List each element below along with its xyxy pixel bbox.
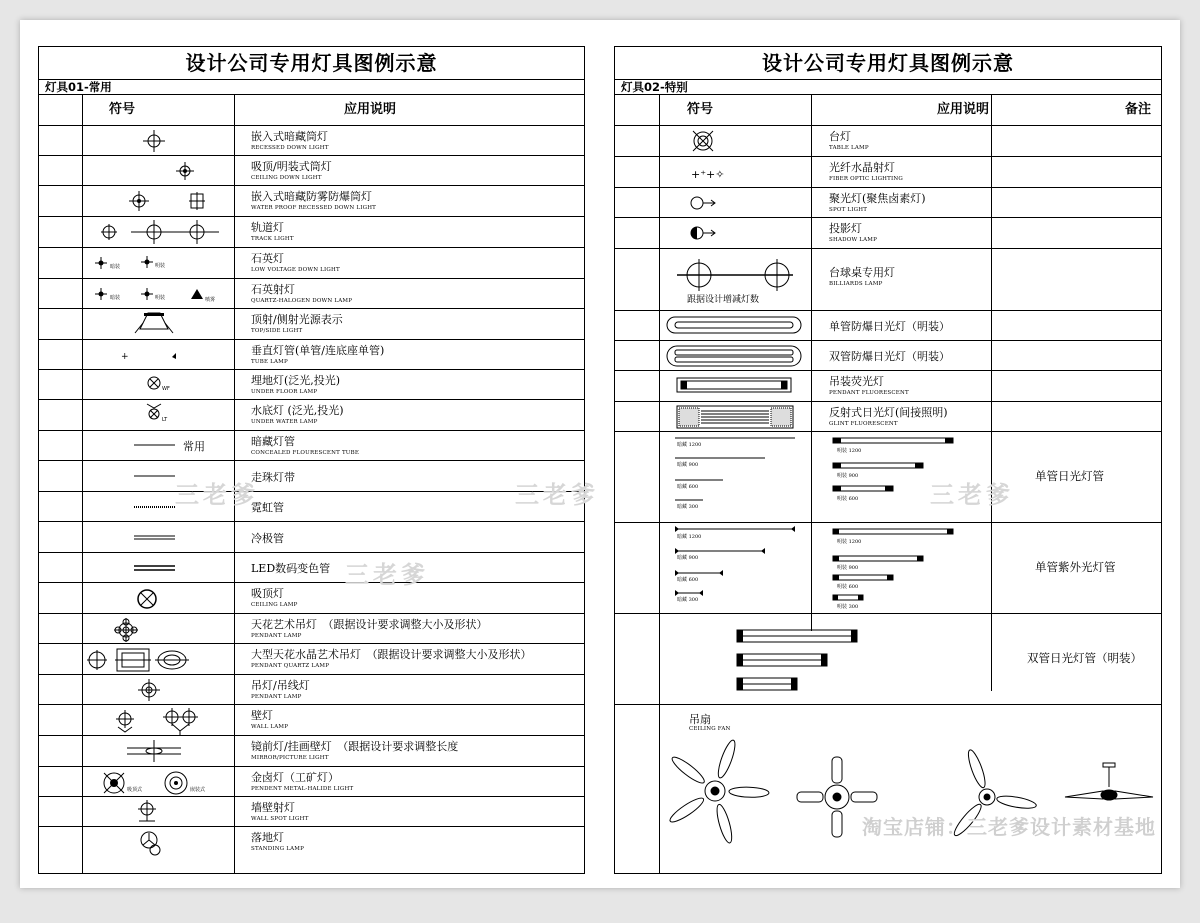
- lamp-name: 台球桌专用灯: [829, 266, 895, 279]
- wall-spot-icon: [39, 797, 234, 827]
- lamp-name: 台灯: [829, 130, 851, 143]
- lamp-name-en: PENDANT LAMP: [251, 633, 302, 639]
- bright-size: 明装 600: [837, 496, 859, 502]
- bright-size: 明装 900: [837, 473, 859, 479]
- waterproof-downlight-icon: [39, 186, 234, 217]
- lamp-name-en: UNDER WATER LAMP: [251, 419, 318, 425]
- standing-lamp-icon: [39, 827, 234, 858]
- svg-text:明装: 明装: [155, 295, 166, 301]
- lamp-name-en: TRACK LIGHT: [251, 236, 294, 242]
- watermark: 三老爹: [345, 561, 429, 589]
- quartz-spotlight-icon: [39, 279, 234, 309]
- lamp-name: 吊装荧光灯: [829, 375, 884, 388]
- single-tube-section: [615, 432, 1161, 523]
- svg-text:嵌装式: 嵌装式: [190, 787, 206, 793]
- lamp-name: 嵌入式暗藏筒灯: [251, 130, 328, 143]
- art-pendant-icon: [39, 614, 234, 644]
- right-divider-a: [659, 94, 660, 873]
- lamp-name: 落地灯: [251, 831, 284, 844]
- lamp-name-en: WATER PROOF RECESSED DOWN LIGHT: [251, 205, 377, 211]
- watermark: 三老爹: [515, 481, 599, 509]
- lamp-name: 镜前灯/挂画壁灯 （跟据设计要求调整长度: [251, 740, 459, 753]
- lamp-name: 垂直灯管(单管/连底座单管): [251, 344, 385, 357]
- wall-lamp-icon: [39, 705, 234, 736]
- crystal-pendant-icon: [39, 644, 234, 675]
- left-rows: [39, 126, 584, 858]
- document-sheet: [20, 20, 1180, 888]
- lamp-name: 埋地灯(泛光,投光): [251, 374, 341, 387]
- lamp-name-en: PENDANT LAMP: [251, 694, 302, 700]
- uv-tube-note: 单管紫外光灯管: [1035, 560, 1116, 574]
- svg-text:吸顶式: 吸顶式: [127, 787, 143, 793]
- left-divider-a: [82, 94, 83, 873]
- quartz-lamp-icon: [39, 248, 234, 279]
- svg-text:WF: WF: [162, 386, 170, 392]
- lamp-name: 石英灯: [251, 252, 284, 265]
- lamp-name: 吸顶灯: [251, 587, 284, 600]
- lamp-name: 石英射灯: [251, 283, 295, 296]
- svg-text:暗装: 暗装: [110, 295, 121, 301]
- left-table-header: [39, 95, 584, 126]
- bright-size: 明装 900: [837, 565, 859, 571]
- lamp-name-en: WALL SPOT LIGHT: [251, 816, 309, 822]
- single-tube-note: 单管日光灯管: [1035, 469, 1104, 483]
- right-symbol-header: 符号: [687, 102, 714, 117]
- table-row: [615, 249, 1161, 311]
- table-row: [39, 279, 584, 309]
- lamp-name: 暗藏灯管: [251, 435, 295, 448]
- table-row: [39, 186, 584, 217]
- cold-cathode-icon: [39, 522, 234, 553]
- table-row: [39, 522, 584, 553]
- table-row: [39, 461, 584, 492]
- table-row: [615, 188, 1161, 218]
- lamp-name: 水底灯 (泛光,投光): [251, 404, 344, 417]
- double-explosion-proof-icon: [615, 341, 811, 371]
- recessed-downlight-icon: [39, 126, 234, 156]
- lamp-name: LED数码变色管: [251, 562, 331, 575]
- table-row: [39, 248, 584, 279]
- lamp-name: 壁灯: [251, 709, 273, 722]
- single-explosion-proof-icon: [615, 311, 811, 341]
- table-row: [615, 311, 1161, 341]
- bright-size: 明装 1200: [837, 539, 862, 545]
- svg-text:+⁺+✧: +⁺+✧: [691, 168, 725, 181]
- table-row: [39, 553, 584, 583]
- left-title: 设计公司专用灯具图例示意: [39, 47, 584, 80]
- lamp-name: 轨道灯: [251, 221, 284, 234]
- lamp-name-en: STANDING LAMP: [251, 846, 305, 852]
- table-row: [39, 156, 584, 186]
- left-symbol-header: 符号: [109, 102, 136, 117]
- dark-size: 暗藏 1200: [677, 534, 702, 540]
- table-row: [39, 126, 584, 156]
- watermark: 三老爹: [175, 481, 259, 509]
- dark-size: 暗藏 300: [677, 597, 699, 603]
- lamp-name-en: UNDER FLOOR LAMP: [251, 389, 318, 395]
- underfloor-lamp-icon: [39, 370, 234, 400]
- right-divider-b: [811, 94, 812, 631]
- right-subtitle: 灯具02-特别: [615, 80, 1161, 95]
- table-row: [615, 126, 1161, 157]
- table-row: [615, 402, 1161, 432]
- spot-light-icon: [615, 188, 811, 218]
- lamp-name-en: SHADOW LAMP: [829, 237, 878, 243]
- shadow-lamp-icon: [615, 218, 811, 249]
- double-tube-note: 双管日光灯管（明装）: [1027, 651, 1142, 665]
- bright-size: 明装 300: [837, 604, 859, 610]
- table-row: [39, 644, 584, 675]
- billiards-note: 跟据设计增减灯数: [687, 295, 760, 305]
- lamp-name-en: BILLIARDS LAMP: [829, 281, 883, 287]
- lamp-name: 嵌入式暗藏防雾防爆筒灯: [251, 190, 372, 203]
- table-row: [39, 492, 584, 522]
- bright-size: 明装 1200: [837, 448, 862, 454]
- table-row: [39, 767, 584, 797]
- normal-tag: 常用: [183, 440, 205, 453]
- lamp-name-en: TUBE LAMP: [251, 359, 288, 365]
- svg-text:LT: LT: [162, 417, 168, 423]
- lamp-name-en: FIBER OPTIC LIGHTING: [829, 176, 904, 182]
- lamp-name-en: MIRROR/PICTURE LIGHT: [251, 755, 329, 761]
- fan-label: 吊扇: [689, 713, 711, 726]
- lamp-name-en: LOW VOLTAGE DOWN LIGHT: [251, 267, 340, 273]
- vertical-tube-icon: [39, 340, 234, 370]
- table-row: [39, 217, 584, 248]
- bead-strip-icon: [39, 461, 234, 492]
- lamp-name: 金卤灯（工矿灯）: [251, 771, 339, 784]
- lamp-name-en: SPOT LIGHT: [829, 207, 868, 213]
- svg-text:+: +: [121, 352, 129, 362]
- table-row: [615, 218, 1161, 249]
- lamp-name: 光纤水晶射灯: [829, 161, 895, 174]
- lamp-name: 大型天花水晶艺术吊灯 （跟据设计要求调整大小及形状）: [251, 648, 532, 661]
- lamp-name: 聚光灯(聚焦卤素灯): [829, 192, 926, 205]
- left-desc-header: 应用说明: [344, 102, 397, 117]
- lamp-name: 霓虹管: [251, 501, 284, 514]
- lamp-name-en: RECESSED DOWN LIGHT: [251, 145, 329, 151]
- double-tube-section: [615, 614, 1161, 705]
- top-side-light-icon: [39, 309, 234, 340]
- lamp-name: 单管防爆日光灯（明装）: [829, 320, 950, 333]
- lamp-name-en: WALL LAMP: [251, 724, 289, 730]
- lamp-name-en: TOP/SIDE LIGHT: [251, 328, 303, 334]
- table-row: [39, 614, 584, 644]
- svg-text:明装: 明装: [155, 263, 166, 269]
- lamp-name-en: PENDANT QUARTZ LAMP: [251, 663, 330, 669]
- fiber-optic-icon: [615, 157, 811, 188]
- table-row: [39, 827, 584, 858]
- pendant-lamp-icon: [39, 675, 234, 705]
- svg-text:喷雾: 喷雾: [205, 297, 216, 303]
- table-row: [39, 797, 584, 827]
- lamp-name-en: CEILING DOWN LIGHT: [251, 175, 322, 181]
- pendant-fluorescent-icon: [615, 371, 811, 402]
- dark-size: 暗藏 600: [677, 484, 699, 490]
- lamp-name-en: TABLE LAMP: [829, 145, 869, 151]
- table-row: [615, 157, 1161, 188]
- lamp-name: 投影灯: [829, 222, 862, 235]
- ceiling-downlight-icon: [39, 156, 234, 186]
- lamp-name-en: PENDANT FLUORESCENT: [829, 390, 909, 396]
- dark-size: 暗藏 300: [677, 504, 699, 510]
- shop-watermark: 淘宝店铺：三老爹设计素材基地: [862, 815, 1156, 839]
- common-lamps-panel: [38, 46, 585, 874]
- mirror-light-icon: [39, 736, 234, 767]
- lamp-name: 天花艺术吊灯 （跟据设计要求调整大小及形状）: [251, 618, 488, 631]
- ceiling-lamp-icon: [39, 583, 234, 614]
- table-row: [39, 370, 584, 400]
- svg-text:暗装: 暗装: [110, 264, 121, 270]
- lamp-name: 反射式日光灯(间接照明): [829, 406, 948, 419]
- dark-size: 暗藏 900: [677, 462, 699, 468]
- table-row: [39, 675, 584, 705]
- table-row: [39, 340, 584, 370]
- table-row: [39, 736, 584, 767]
- watermark: 三老爹: [930, 481, 1014, 509]
- left-divider-b: [234, 94, 235, 873]
- lamp-name: 顶射/侧射光源表示: [251, 313, 343, 326]
- table-row: [615, 371, 1161, 402]
- dark-size: 暗藏 600: [677, 577, 699, 583]
- left-subtitle: 灯具01-常用: [39, 80, 584, 95]
- glint-fluorescent-icon: [615, 402, 811, 432]
- right-divider-c: [991, 94, 992, 691]
- metal-halide-icon: [39, 767, 234, 797]
- dark-size: 暗藏 900: [677, 555, 699, 561]
- table-row: [39, 705, 584, 736]
- lamp-name: 吊灯/吊线灯: [251, 679, 310, 692]
- right-rows: [615, 126, 1161, 432]
- table-row: [615, 341, 1161, 371]
- table-row: [39, 309, 584, 340]
- lamp-name: 双管防爆日光灯（明装）: [829, 350, 950, 363]
- lamp-name: 冷极管: [251, 531, 284, 545]
- table-row: [39, 583, 584, 614]
- lamp-name-en: QUARTZ-HALOGEN DOWN LAMP: [251, 298, 353, 304]
- track-light-icon: [39, 217, 234, 248]
- right-title: 设计公司专用灯具图例示意: [615, 47, 1161, 80]
- bright-size: 明装 600: [837, 584, 859, 590]
- lamp-name: 吸顶/明装式筒灯: [251, 160, 332, 173]
- led-tube-icon: [39, 553, 234, 583]
- table-row: [39, 431, 584, 461]
- table-row: [39, 400, 584, 431]
- special-lamps-panel: [614, 46, 1162, 874]
- lamp-name: 走珠灯带: [251, 470, 295, 484]
- table-lamp-icon: [615, 126, 811, 157]
- lamp-name: 墙壁射灯: [251, 801, 295, 814]
- right-desc-header: 应用说明: [937, 102, 990, 117]
- uv-tube-section: [615, 523, 1161, 614]
- lamp-name-en: CEILING LAMP: [251, 602, 298, 608]
- neon-tube-icon: [39, 492, 234, 522]
- fan-label-en: CEILING FAN: [689, 726, 731, 732]
- lamp-name-en: CONCEALED FLOURESCENT TUBE: [251, 450, 360, 456]
- lamp-name-en: PENDENT METAL-HALIDE LIGHT: [251, 786, 354, 792]
- lamp-name-en: GLINT FLUORESCENT: [829, 421, 898, 427]
- underwater-lamp-icon: [39, 400, 234, 431]
- right-note-header: 备注: [1125, 102, 1152, 117]
- dark-size: 暗藏 1200: [677, 442, 702, 448]
- right-table-header: [615, 95, 1161, 126]
